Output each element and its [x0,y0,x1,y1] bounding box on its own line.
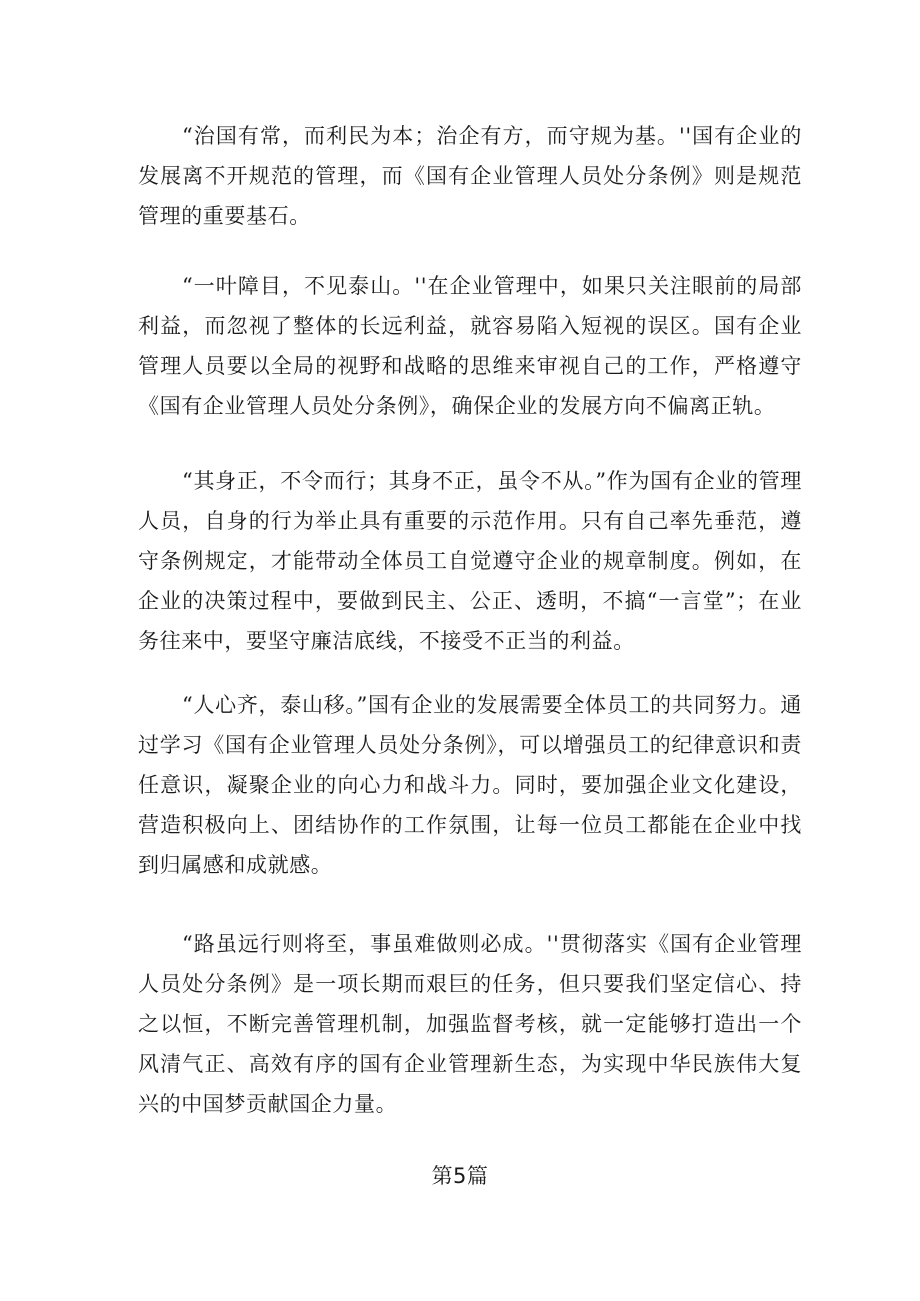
paragraph-4: “人心齐，泰山移。”国有企业的发展需要全体员工的共同努力。通过学习《国有企业管理人员处分条例》，可以增强员工的纪律意识和责任意识，凝聚企业的向心力和战斗力。同时，要加强企业文化建设，营造积极向上、团结协作的工作氛围，让每一位员工都能在企业中找到归属感和成就感。 [138,693,802,877]
paragraph-1: “治国有常，而利民为本；治企有方，而守规为基。''国有企业的发展离不开规范的管理，而《国有企业管理人员处分条例》则是规范管理的重要基石。 [138,124,802,228]
section-heading: 第5篇 [431,1164,489,1188]
paragraph-3: “其身正，不令而行；其身不正，虽令不从。”作为国有企业的管理人员，自身的行为举止具有重要的示范作用。只有自己率先垂范，遵守条例规定，才能带动全体员工自觉遵守企业的规章制度。例如，在企业的决策过程中，要做到民主、公正、透明，不搞“一言堂”；在业务往来中，要坚守廉洁底线，不接受不正当的利益。 [138,469,802,653]
paragraph-5: “路虽远行则将至，事虽难做则必成。''贯彻落实《国有企业管理人员处分条例》是一项长期而艰巨的任务，但只要我们坚定信心、持之以恒，不断完善管理机制，加强监督考核，就一定能够打造出一个风清气正、高效有序的国有企业管理新生态，为实现中华民族伟大复兴的中国梦贡献国企力量。 [138,932,802,1116]
paragraph-2: “一叶障目，不见泰山。''在企业管理中，如果只关注眼前的局部利益，而忽视了整体的长远利益，就容易陷入短视的误区。国有企业管理人员要以全局的视野和战略的思维来审视自己的工作，严格遵守《国有企业管理人员处分条例》，确保企业的发展方向不偏离正轨。 [138,274,802,418]
